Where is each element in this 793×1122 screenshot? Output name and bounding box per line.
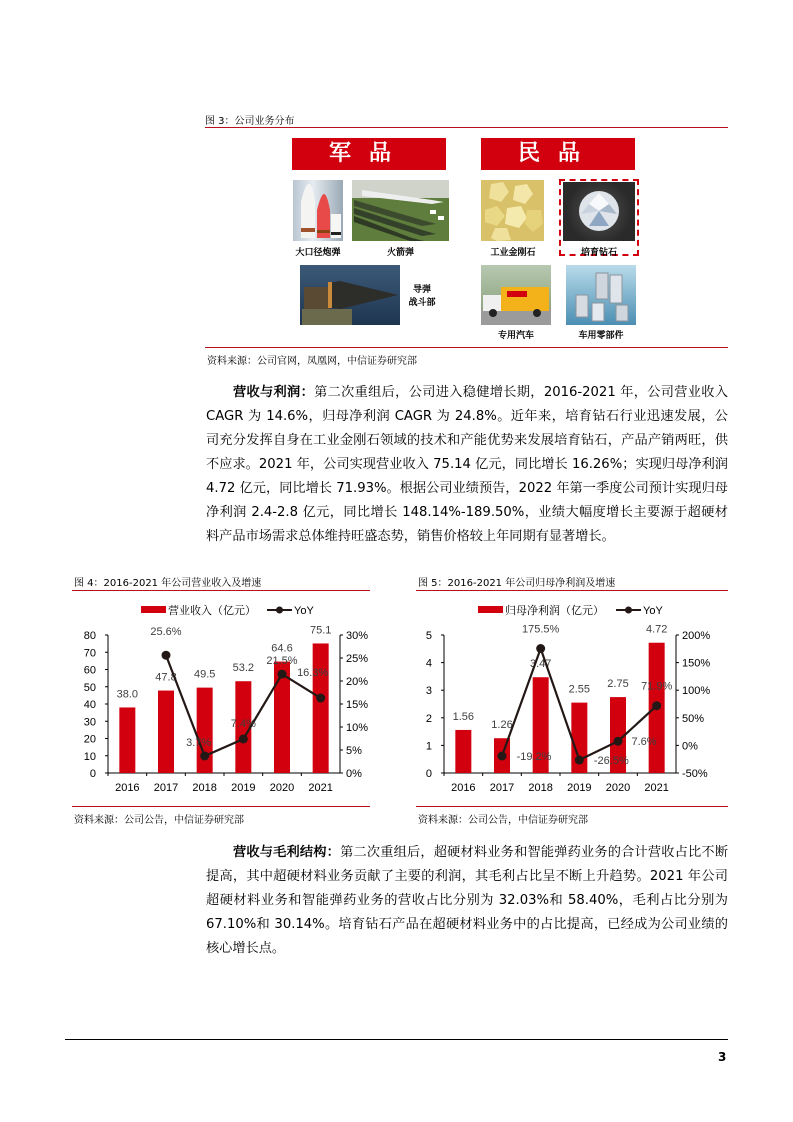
- yoy-marker: [652, 701, 661, 710]
- military-item-label: 火箭弹: [386, 248, 414, 258]
- svg-text:4.72: 4.72: [645, 623, 668, 636]
- civil-item-label: 工业金刚石: [490, 248, 536, 258]
- rocket-image: [352, 180, 449, 241]
- figure4-source: 资料来源：公司公告，中信证券研究部: [74, 815, 244, 826]
- paragraph-lead: 营收与毛利结构：: [233, 845, 341, 860]
- svg-text:15%: 15%: [346, 699, 369, 711]
- svg-text:70: 70: [83, 647, 96, 660]
- svg-text:归母净利润（亿元）: 归母净利润（亿元）: [505, 605, 604, 617]
- paragraph-revenue-gross-margin: [206, 841, 728, 961]
- auto-parts-image: [566, 265, 636, 325]
- svg-text:21.5%: 21.5%: [266, 655, 298, 668]
- bar: [313, 643, 329, 773]
- bar: [455, 730, 471, 773]
- figure5-source: 资料来源：公司公告，中信证券研究部: [418, 815, 588, 826]
- svg-text:53.2: 53.2: [232, 662, 255, 675]
- svg-text:25%: 25%: [346, 653, 369, 665]
- special-vehicle-image: [481, 265, 551, 325]
- civil-products-header: 民品: [481, 138, 635, 170]
- yoy-marker: [316, 694, 325, 703]
- military-products-header: 军品: [292, 138, 446, 170]
- svg-text:0: 0: [425, 768, 432, 780]
- figure5-top-rule: [416, 590, 728, 591]
- svg-text:5%: 5%: [346, 745, 362, 757]
- svg-text:175.5%: 175.5%: [522, 623, 560, 636]
- svg-text:47.8: 47.8: [155, 671, 177, 684]
- svg-text:-19.2%: -19.2%: [516, 750, 552, 763]
- svg-text:3.7%: 3.7%: [186, 736, 212, 749]
- svg-text:2019: 2019: [567, 782, 592, 794]
- svg-text:-50%: -50%: [682, 768, 708, 780]
- svg-text:YoY: YoY: [294, 605, 314, 617]
- yoy-marker: [614, 737, 623, 746]
- svg-text:1.56: 1.56: [452, 710, 475, 723]
- svg-text:2021: 2021: [308, 782, 333, 794]
- legend-bar-swatch: [478, 606, 503, 613]
- yoy-marker: [536, 644, 545, 653]
- legend-bar-swatch: [141, 606, 166, 613]
- revenue-chart: [72, 598, 377, 798]
- svg-text:100%: 100%: [682, 685, 711, 698]
- svg-text:3: 3: [425, 685, 432, 698]
- svg-text:20%: 20%: [346, 676, 369, 688]
- svg-text:2020: 2020: [269, 782, 295, 794]
- svg-text:16.3%: 16.3%: [297, 667, 329, 680]
- svg-text:64.6: 64.6: [271, 642, 293, 655]
- figure4-title: 图 4：2016-2021 年公司营业收入及增速: [74, 578, 262, 589]
- civil-item-label: 车用零部件: [578, 331, 624, 341]
- svg-text:71.9%: 71.9%: [641, 680, 673, 693]
- svg-text:营业收入（亿元）: 营业收入（亿元）: [168, 605, 256, 617]
- missile-label-line2: 战斗部: [408, 298, 436, 308]
- svg-text:2017: 2017: [489, 782, 515, 794]
- military-item-label: 大口径炮弹: [295, 248, 341, 258]
- yoy-marker: [239, 734, 248, 743]
- page-number: 3: [718, 1050, 727, 1064]
- svg-text:49.5: 49.5: [193, 668, 216, 681]
- figure5-title: 图 5：2016-2021 年公司归母净利润及增速: [418, 578, 616, 589]
- yoy-marker: [162, 651, 171, 660]
- paragraph-body: 第二次重组后，公司进入稳健增长期，2016-2021 年，公司营业收入 CAGR 为 14.6%，归母净利润 CAGR 为 24.8%。近年来，培育钻石行业迅速发展，公司充分发挥自身在工业金刚石领域的技术和产能优势来发展培育钻石，产品产销两旺，供不应求。2021 年，公司实现营业收入 75.14 亿元，同比增长 16.26%；实现归母净利润 4.72 亿元，同比增长 71.93%。根据公司业绩预告，2022 年第一季度公司预计实现归母净利润 2.4-2.8 亿元，同比增长 148.14%-189.50%，业绩大幅度增长主要源于超硬材料产品市场需求总体维持旺盛态势，销售价格较上年同期有显著增长。: [206, 385, 729, 544]
- missile-warhead-image: [300, 265, 400, 325]
- figure3-bottom-rule: [205, 347, 728, 348]
- artillery-shell-image: [293, 180, 343, 241]
- figure5-bottom-rule: [416, 806, 728, 807]
- svg-text:60: 60: [83, 664, 96, 677]
- bar: [158, 691, 174, 773]
- svg-text:7.6%: 7.6%: [631, 736, 657, 749]
- svg-text:0%: 0%: [682, 740, 698, 753]
- civil-item-label: 专用汽车: [497, 331, 534, 341]
- svg-text:2018: 2018: [528, 782, 553, 794]
- yoy-marker: [278, 670, 287, 679]
- yoy-marker: [200, 751, 209, 760]
- svg-text:1.26: 1.26: [491, 719, 513, 732]
- svg-text:3.47: 3.47: [529, 658, 552, 671]
- svg-text:0: 0: [89, 768, 96, 780]
- net-profit-chart: [416, 598, 731, 798]
- svg-text:2019: 2019: [231, 782, 256, 794]
- svg-text:30: 30: [83, 716, 96, 729]
- svg-text:1: 1: [425, 740, 432, 753]
- svg-text:200%: 200%: [682, 630, 711, 642]
- military-item-label: [405, 284, 439, 310]
- svg-text:50%: 50%: [682, 712, 705, 725]
- svg-text:75.1: 75.1: [309, 624, 332, 637]
- paragraph-revenue-profit: [206, 381, 728, 549]
- paragraph-body: 第二次重组后，超硬材料业务和智能弹药业务的合计营收占比不断提高，其中超硬材料业务贡献了主要的利润，其毛利占比呈不断上升趋势。2021 年公司超硬材料业务和智能弹药业务的营收占比分别为 32.03%和 58.40%，毛利占比分别为 67.10%和 30.14%。培育钻石产品在超硬材料业务中的占比提高，已经成为公司业绩的核心增长点。: [206, 845, 729, 956]
- svg-text:2: 2: [425, 712, 432, 725]
- svg-text:2021: 2021: [644, 782, 669, 794]
- svg-text:2016: 2016: [115, 782, 140, 794]
- svg-text:0%: 0%: [346, 768, 362, 780]
- svg-text:40: 40: [83, 699, 96, 711]
- svg-text:10: 10: [83, 750, 96, 763]
- figure3-title: 图 3：公司业务分布: [205, 116, 295, 127]
- footer-rule: [65, 1039, 728, 1040]
- svg-text:2020: 2020: [605, 782, 631, 794]
- svg-text:-26.5%: -26.5%: [593, 755, 629, 768]
- industrial-diamond-image: [481, 180, 544, 241]
- svg-text:2016: 2016: [451, 782, 476, 794]
- figure4-top-rule: [72, 590, 370, 591]
- civil-item-label: 培育钻石: [580, 248, 617, 258]
- lab-grown-diamond-image: [563, 182, 635, 241]
- svg-text:10%: 10%: [346, 722, 369, 734]
- paragraph-lead: 营收与利润：: [233, 385, 315, 400]
- figure3-top-rule: [205, 127, 728, 128]
- svg-text:25.6%: 25.6%: [150, 626, 182, 639]
- svg-text:2017: 2017: [153, 782, 179, 794]
- bar: [119, 707, 135, 773]
- svg-text:38.0: 38.0: [116, 688, 139, 701]
- svg-text:20: 20: [83, 733, 96, 746]
- yoy-marker: [575, 756, 584, 765]
- svg-text:5: 5: [425, 630, 432, 642]
- svg-text:7.4%: 7.4%: [230, 717, 256, 730]
- missile-label-line1: 导弹: [412, 285, 431, 295]
- svg-text:2.55: 2.55: [568, 683, 591, 696]
- svg-text:2018: 2018: [192, 782, 217, 794]
- svg-text:4: 4: [425, 657, 432, 670]
- svg-text:50: 50: [83, 681, 96, 694]
- svg-text:150%: 150%: [682, 657, 711, 670]
- figure4-bottom-rule: [72, 806, 370, 807]
- svg-text:30%: 30%: [346, 630, 369, 642]
- yoy-marker: [498, 751, 507, 760]
- svg-text:80: 80: [83, 630, 96, 642]
- figure3-source: 资料来源：公司官网，凤凰网，中信证券研究部: [207, 356, 417, 367]
- svg-text:2.75: 2.75: [607, 678, 629, 691]
- svg-text:YoY: YoY: [643, 605, 663, 617]
